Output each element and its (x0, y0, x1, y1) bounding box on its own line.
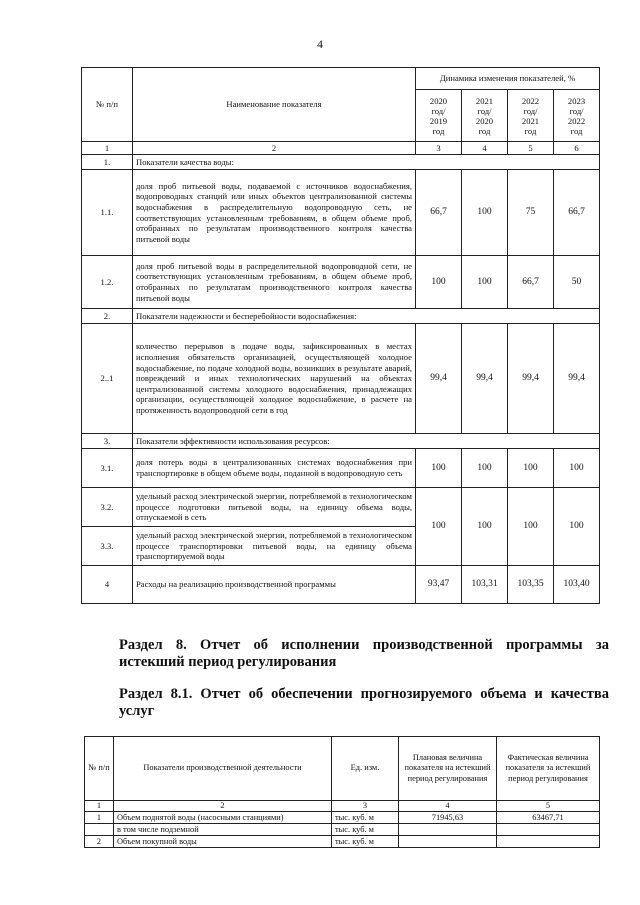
table-row (85, 824, 600, 836)
row-num: 2 (85, 836, 114, 848)
section-num: 2. (82, 309, 133, 324)
row-value: 100 (462, 488, 508, 566)
col-number: 1 (82, 142, 133, 155)
row-value: 100 (462, 170, 508, 256)
row-value: 99,4 (554, 324, 600, 434)
section-num: 3. (82, 434, 133, 449)
table-row (82, 449, 600, 488)
header-year-2021: 2021 год/ 2020 год (462, 90, 508, 142)
table-row (82, 256, 600, 309)
row-value: 75 (508, 170, 554, 256)
row-value: 100 (462, 256, 508, 309)
row-value: 100 (416, 449, 462, 488)
header-unit: Ед. изм. (332, 737, 399, 801)
section-row (82, 434, 600, 449)
row-description: доля потерь воды в централизованных системах водоснабжения при транспортировке в общем объеме воды, поданной в водопроводную сеть (133, 449, 416, 488)
row-plan (399, 824, 497, 836)
row-plan (399, 836, 497, 848)
row-value: 50 (554, 256, 600, 309)
row-description: удельный расход электрической энергии, потребляемой в технологическом процессе подготовки питьевой воды, на единицу объема воды, отпускаемой в сеть (133, 488, 416, 527)
row-num: 1 (85, 812, 114, 824)
col-number: 3 (416, 142, 462, 155)
row-num: 2..1 (82, 324, 133, 434)
col-number: 6 (554, 142, 600, 155)
section-row (82, 309, 600, 324)
header-year-2020: 2020 год/ 2019 год (416, 90, 462, 142)
row-description: количество перерывов в подаче воды, зафиксированных в местах исполнения обязательств организацией, осуществляющей холодное водоснабжение, по подаче холодной воды, возникших в результате аварий, повреждений и иных технологических нарушений на объектах централизованной системы холодного водоснабжения, принадлежащих организации, осуществляющей холодное водоснабжение, в расчете на протяженность водопроводной сети в год (133, 324, 416, 434)
row-value: 103,35 (508, 566, 554, 604)
section-row (82, 155, 600, 170)
row-description: удельный расход электрической энергии, потребляемой в технологическом процессе транспортировки питьевой воды, на единицу объема транспортируемой воды (133, 527, 416, 566)
row-value: 93,47 (416, 566, 462, 604)
row-value: 66,7 (508, 256, 554, 309)
col-number: 2 (114, 801, 332, 812)
header-year-2022: 2022 год/ 2021 год (508, 90, 554, 142)
row-value: 99,4 (508, 324, 554, 434)
table-row (82, 488, 600, 527)
row-value: 100 (508, 449, 554, 488)
section-title: Показатели качества воды: (133, 155, 600, 170)
header-dynamics: Динамика изменения показателей, % (416, 68, 600, 90)
col-number: 2 (133, 142, 416, 155)
table-row (82, 566, 600, 604)
section-8-1-heading: Раздел 8.1. Отчет об обеспечении прогнозируемого объема и качества услуг (119, 686, 609, 719)
row-plan: 71945,63 (399, 812, 497, 824)
col-number: 4 (399, 801, 497, 812)
row-num: 4 (82, 566, 133, 604)
col-number: 3 (332, 801, 399, 812)
row-fact (497, 836, 600, 848)
section-8-heading: Раздел 8. Отчет об исполнении производственной программы за истекший период регулирования (119, 637, 609, 670)
header-plan: Плановая величина показателя на истекший период регулирования (399, 737, 497, 801)
row-description: доля проб питьевой воды в распределительной водопроводной сети, не соответствующих установленным требованиям, в общем объеме проб, отобранных по результатам производственного контроля качества питьевой воды (133, 256, 416, 309)
row-value: 100 (508, 488, 554, 566)
header-num: № п/п (82, 68, 133, 142)
column-numbers-row (85, 801, 600, 812)
row-value: 100 (416, 256, 462, 309)
row-value: 100 (554, 488, 600, 566)
col-number: 1 (85, 801, 114, 812)
row-name: Объем поднятой воды (насосными станциями) (114, 812, 332, 824)
row-unit: тыс. куб. м (332, 812, 399, 824)
row-value: 103,40 (554, 566, 600, 604)
table-row (85, 812, 600, 824)
header-year-2023: 2023 год/ 2022 год (554, 90, 600, 142)
table-row (82, 324, 600, 434)
row-value: 66,7 (554, 170, 600, 256)
row-name: Объем покупной воды (114, 836, 332, 848)
row-description: Расходы на реализацию производственной программы (133, 566, 416, 604)
table-row (85, 836, 600, 848)
indicators-dynamics-table (81, 67, 600, 604)
section-title: Показатели эффективности использования ресурсов: (133, 434, 600, 449)
row-value: 99,4 (416, 324, 462, 434)
section-title: Показатели надежности и бесперебойности водоснабжения: (133, 309, 600, 324)
table-row (82, 170, 600, 256)
header-fact: Фактическая величина показателя за истекший период регулирования (497, 737, 600, 801)
col-number: 5 (497, 801, 600, 812)
column-numbers-row (82, 142, 600, 155)
page-number: 4 (317, 37, 323, 51)
row-name: в том числе подземной (114, 824, 332, 836)
row-value: 100 (462, 449, 508, 488)
row-value: 100 (554, 449, 600, 488)
col-number: 5 (508, 142, 554, 155)
row-num (85, 824, 114, 836)
row-value: 66,7 (416, 170, 462, 256)
row-value: 99,4 (462, 324, 508, 434)
col-number: 4 (462, 142, 508, 155)
header-num: № п/п (85, 737, 114, 801)
section-num: 1. (82, 155, 133, 170)
row-value: 103,31 (462, 566, 508, 604)
row-num: 3.3. (82, 527, 133, 566)
row-fact (497, 824, 600, 836)
row-num: 3.1. (82, 449, 133, 488)
row-description: доля проб питьевой воды, подаваемой с источников водоснабжения, водопроводных станций или иных объектов централизованной системы водоснабжения в распределительную водопроводную сеть, не соответствующих установленным требованиям, в общем объеме проб, отобранных по результатам производственного контроля качества питьевой воды (133, 170, 416, 256)
row-num: 1.2. (82, 256, 133, 309)
header-name: Показатели производственной деятельности (114, 737, 332, 801)
row-fact: 63467,71 (497, 812, 600, 824)
row-num: 3.2. (82, 488, 133, 527)
row-value: 100 (416, 488, 462, 566)
row-unit: тыс. куб. м (332, 824, 399, 836)
row-num: 1.1. (82, 170, 133, 256)
row-unit: тыс. куб. м (332, 836, 399, 848)
header-name: Наименование показателя (133, 68, 416, 142)
service-volume-table (84, 736, 600, 848)
